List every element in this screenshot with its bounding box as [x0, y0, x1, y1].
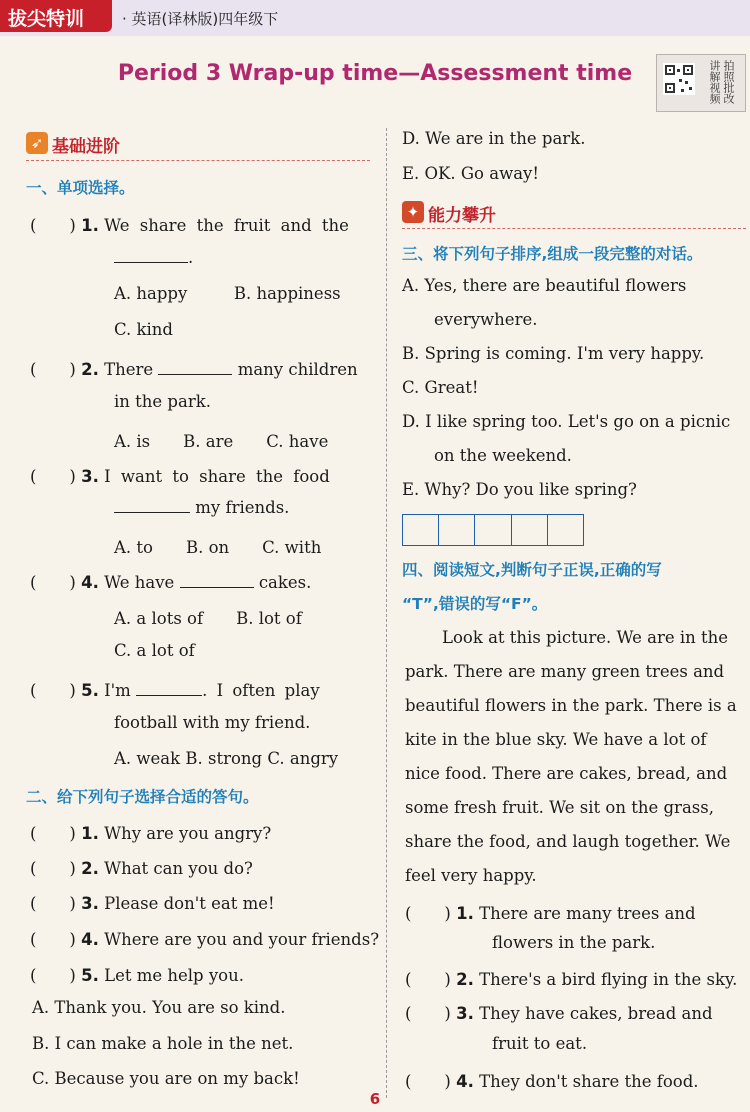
brand-title: 拔尖特训 — [8, 8, 85, 30]
question-3-cont — [114, 498, 289, 517]
part4-heading-cont: “T”,错误的写“F”。 — [402, 595, 548, 613]
answer-bracket[interactable]: ( ) — [405, 1072, 451, 1091]
question-text: I want to share the food — [104, 467, 330, 486]
question-text: They don't share the food. — [479, 1072, 699, 1091]
passage-line: beautiful flowers in the park. There is a — [405, 696, 737, 715]
book-subject: · 英语(译林版)四年级下 — [122, 10, 279, 28]
part4-heading: 四、阅读短文,判断句子正误,正确的写 — [402, 561, 662, 579]
question-number: 1. — [81, 216, 99, 235]
match-item — [30, 926, 379, 950]
fill-blank[interactable] — [136, 681, 202, 696]
answer-bracket[interactable]: ( ) — [405, 1004, 451, 1023]
question-5-options: A. weak B. strong C. angry — [114, 749, 339, 768]
answer-option-c: C. Because you are on my back! — [32, 1069, 300, 1088]
answer-bracket[interactable]: ( ) — [30, 360, 76, 379]
answer-option-a: A. Thank you. You are so kind. — [32, 998, 286, 1017]
fill-blank[interactable] — [158, 360, 232, 375]
answer-option-d: D. We are in the park. — [402, 129, 586, 148]
answer-bracket[interactable]: ( ) — [405, 904, 451, 923]
passage-line: Look at this picture. We are in the — [442, 628, 729, 647]
passage-line: share the food, and laugh together. We — [405, 832, 731, 851]
question-4-options-ab: A. a lots of B. lot of — [114, 609, 302, 628]
rocket-icon: ➶ — [26, 132, 48, 154]
match-item — [30, 820, 271, 844]
answer-option-b: B. I can make a hole in the net. — [32, 1034, 294, 1053]
question-text: What can you do? — [104, 859, 253, 878]
question-number: 2. — [81, 859, 99, 878]
question-text: Please don't eat me! — [104, 894, 275, 913]
question-text: We share the fruit and the — [104, 216, 349, 235]
option-b: B. happiness — [233, 284, 341, 303]
judge-item — [405, 1068, 699, 1092]
judge-item — [405, 900, 696, 924]
question-number: 3. — [81, 894, 99, 913]
answer-bracket[interactable]: ( ) — [405, 970, 451, 989]
qr-code-box[interactable] — [656, 54, 746, 112]
fill-blank[interactable] — [114, 248, 188, 263]
question-text: . I often play — [202, 681, 320, 700]
order-answer-boxes — [402, 514, 584, 546]
order-box[interactable] — [512, 515, 548, 545]
dialogue-c: C. Great! — [402, 378, 479, 397]
question-text: many children — [237, 360, 358, 379]
brand-badge — [0, 0, 112, 32]
question-2-options: A. is B. are C. have — [114, 432, 329, 451]
judge-item-cont: flowers in the park. — [492, 933, 656, 952]
answer-bracket[interactable]: ( ) — [30, 467, 76, 486]
match-item — [30, 890, 275, 914]
section-title-ability: 能力攀升 — [428, 206, 496, 226]
fill-blank[interactable] — [180, 573, 254, 588]
question-text: They have cakes, bread and — [479, 1004, 713, 1023]
question-text: Where are you and your friends? — [104, 930, 380, 949]
answer-option-e: E. OK. Go away! — [402, 164, 539, 183]
dialogue-d-cont: on the weekend. — [434, 446, 572, 465]
judge-item — [405, 966, 737, 990]
question-text: my friends. — [195, 498, 290, 517]
question-number: 2. — [81, 360, 99, 379]
question-text: There are many trees and — [479, 904, 696, 923]
question-4-option-c: C. a lot of — [114, 641, 195, 660]
question-text: There — [104, 360, 154, 379]
answer-bracket[interactable]: ( ) — [30, 930, 76, 949]
judge-item-cont: fruit to eat. — [492, 1034, 588, 1053]
answer-bracket[interactable]: ( ) — [30, 681, 76, 700]
question-text: Why are you angry? — [104, 824, 272, 843]
answer-bracket[interactable]: ( ) — [30, 216, 76, 235]
answer-bracket[interactable]: ( ) — [30, 966, 76, 985]
part3-heading: 三、将下列句子排序,组成一段完整的对话。 — [402, 245, 703, 263]
order-box[interactable] — [548, 515, 583, 545]
section-rule — [402, 228, 746, 229]
passage-line: kite in the blue sky. We have a lot of — [405, 730, 707, 749]
section-title-basic: 基础进阶 — [52, 137, 120, 157]
question-number: 2. — [456, 970, 474, 989]
question-number: 4. — [81, 930, 99, 949]
qr-label-grading: 拍照批改 — [722, 60, 735, 104]
question-number: 4. — [81, 573, 99, 592]
match-item — [30, 855, 253, 879]
option-a: A. happy — [114, 284, 188, 303]
order-box[interactable] — [475, 515, 511, 545]
part2-heading: 二、给下列句子选择合适的答句。 — [26, 788, 259, 806]
dialogue-e: E. Why? Do you like spring? — [402, 480, 637, 499]
wrench-icon: ✦ — [402, 201, 424, 223]
qr-code-icon — [663, 63, 695, 95]
question-5-cont: football with my friend. — [114, 713, 311, 732]
dialogue-d: D. I like spring too. Let's go on a picnic — [402, 412, 731, 431]
question-text: I'm — [104, 681, 131, 700]
judge-item — [405, 1000, 713, 1024]
qr-label-video: 讲解视频 — [708, 60, 721, 104]
dialogue-b: B. Spring is coming. I'm very happy. — [402, 344, 705, 363]
question-2 — [30, 356, 358, 380]
match-item — [30, 962, 244, 986]
passage-line: nice food. There are cakes, bread, and — [405, 764, 728, 783]
question-number: 1. — [81, 824, 99, 843]
question-1 — [30, 212, 349, 236]
option-c: C. kind — [114, 320, 173, 339]
question-number: 1. — [456, 904, 474, 923]
section-rule — [26, 160, 370, 161]
answer-bracket[interactable]: ( ) — [30, 573, 76, 592]
question-number: 4. — [456, 1072, 474, 1091]
question-number: 5. — [81, 966, 99, 985]
column-divider — [386, 128, 387, 1098]
passage-line: park. There are many green trees and — [405, 662, 725, 681]
question-text: We have — [104, 573, 175, 592]
question-4 — [30, 569, 311, 593]
question-text: Let me help you. — [104, 966, 244, 985]
question-number: 3. — [456, 1004, 474, 1023]
page-header — [0, 0, 750, 36]
answer-bracket[interactable]: ( ) — [30, 859, 76, 878]
question-number: 3. — [81, 467, 99, 486]
page-number: 6 — [369, 1090, 381, 1108]
order-box[interactable] — [439, 515, 475, 545]
answer-bracket[interactable]: ( ) — [30, 894, 76, 913]
fill-blank[interactable] — [114, 498, 190, 513]
dialogue-a: A. Yes, there are beautiful flowers — [402, 276, 687, 295]
question-number: 5. — [81, 681, 99, 700]
question-3 — [30, 463, 330, 487]
question-5 — [30, 677, 320, 701]
question-1-options-ab — [114, 284, 341, 303]
passage-line: some fresh fruit. We sit on the grass, — [405, 798, 714, 817]
question-2-cont: in the park. — [114, 392, 211, 411]
order-box[interactable] — [403, 515, 439, 545]
question-3-options: A. to B. on C. with — [114, 538, 322, 557]
part1-heading: 一、单项选择。 — [26, 179, 135, 197]
answer-bracket[interactable]: ( ) — [30, 824, 76, 843]
question-text: There's a bird flying in the sky. — [479, 970, 738, 989]
question-1-option-c — [114, 320, 173, 339]
passage-line: feel very happy. — [405, 866, 537, 885]
question-1-blank-line — [114, 248, 193, 267]
dialogue-a-cont: everywhere. — [434, 310, 538, 329]
punctuation: . — [188, 248, 194, 267]
page-title: Period 3 Wrap-up time—Assessment time — [117, 61, 633, 86]
question-text: cakes. — [258, 573, 312, 592]
